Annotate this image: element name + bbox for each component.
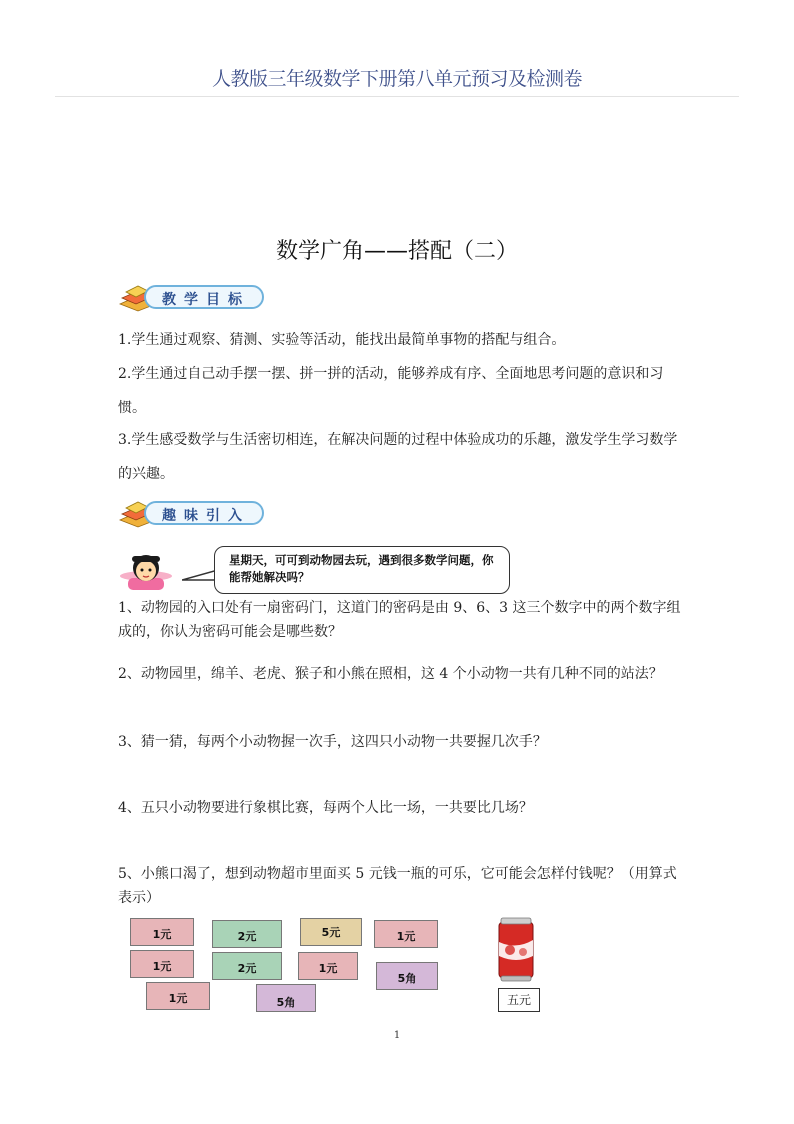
banknote-2-yuan: [212, 952, 282, 980]
banknote-label: 5角: [397, 972, 417, 985]
banknote-5-jiao: [376, 962, 438, 990]
banknote-1-yuan: [298, 952, 358, 980]
page-number: 1: [393, 1030, 401, 1041]
goal-item-3: 3.学生感受数学与生活密切相连，在解决问题的过程中体验成功的乐趣，激发学生学习数学的兴趣。: [118, 432, 678, 482]
section-badge-goals: [118, 282, 258, 312]
header-divider: [55, 96, 739, 97]
banknote-label: 1元: [168, 992, 188, 1005]
question-1: 1、动物园的入口处有一扇密码门，这道门的密码是由 9、6、3 这三个数字中的两个数字组成的，你认为密码可能会是哪些数？: [118, 600, 681, 640]
banknote-5-jiao: [256, 984, 316, 1012]
banknote-label: 1元: [396, 930, 416, 943]
price-label: 五元: [498, 988, 540, 1012]
girl-character-icon: [118, 552, 174, 592]
question-5: 5、小熊口渴了，想到动物超市里面买 5 元钱一瓶的可乐，它可能会怎样付钱呢？（用算式表示）: [118, 866, 677, 906]
cola-can-icon: [496, 916, 536, 982]
goal-item-2: 2.学生通过自己动手摆一摆、拼一拼的活动，能够养成有序、全面地思考问题的意识和习惯。: [118, 366, 664, 416]
banknote-1-yuan: [130, 918, 194, 946]
banknote-1-yuan: [130, 950, 194, 978]
speech-bubble: [214, 546, 510, 594]
banknote-label: 5元: [321, 926, 341, 939]
banknote-1-yuan: [146, 982, 210, 1010]
banknote-label: 2元: [237, 962, 257, 975]
banknote-label: 1元: [318, 962, 338, 975]
speech-bubble-tail: [182, 566, 218, 584]
header-title: 人教版三年级数学下册第八单元预习及检测卷: [211, 68, 582, 90]
banknote-1-yuan: [374, 920, 438, 948]
question-4: 4、五只小动物要进行象棋比赛，每两个人比一场，一共要比几场？: [118, 800, 533, 816]
banknote-label: 2元: [237, 930, 257, 943]
section-label-intro: 趣味引入: [162, 508, 250, 524]
banknote-label: 1元: [152, 928, 172, 941]
banknote-label: 1元: [152, 960, 172, 973]
banknote-5-yuan: [300, 918, 362, 946]
document-title: 数学广角——搭配（二）: [275, 239, 518, 264]
banknote-2-yuan: [212, 920, 282, 948]
question-3: 3、猜一猜，每两个小动物握一次手，这四只小动物一共要握几次手？: [118, 734, 547, 750]
question-2: 2、动物园里，绵羊、老虎、猴子和小熊在照相，这 4 个小动物一共有几种不同的站法？: [118, 666, 663, 682]
goal-item-1: 1.学生通过观察、猜测、实验等活动，能找出最简单事物的搭配与组合。: [118, 332, 566, 348]
banknote-label: 5角: [276, 996, 296, 1009]
speech-text: 星期天，可可到动物园去玩，遇到很多数学问题，你能帮她解决吗？: [229, 553, 494, 584]
section-badge-intro: [118, 498, 258, 528]
section-label-goals: 教学目标: [162, 292, 250, 308]
